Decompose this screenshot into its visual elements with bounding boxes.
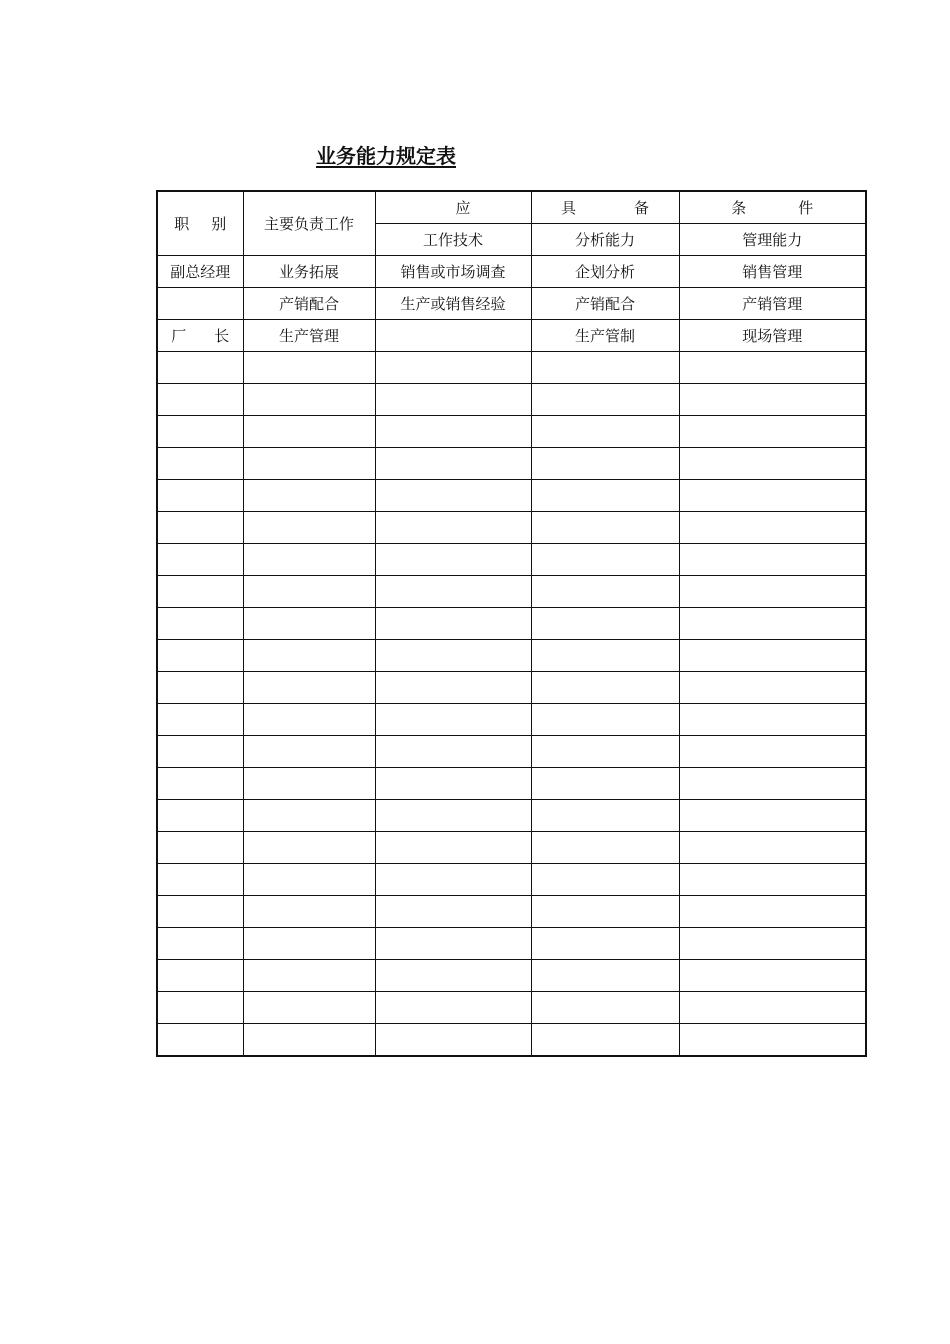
cell-duty-empty xyxy=(243,896,375,928)
cell-duty-empty xyxy=(243,928,375,960)
cell-duty: 业务拓展 xyxy=(243,256,375,288)
header-group-char-4: 条 xyxy=(731,199,747,217)
cell-position-empty xyxy=(157,992,243,1024)
cell-management-empty xyxy=(679,992,866,1024)
header-group-char-2: 具 xyxy=(561,199,577,217)
cell-management-empty xyxy=(679,544,866,576)
cell-analysis: 企划分析 xyxy=(531,256,679,288)
cell-duty-empty xyxy=(243,352,375,384)
cell-management-empty xyxy=(679,864,866,896)
cell-management-empty xyxy=(679,672,866,704)
cell-tech-empty xyxy=(375,832,531,864)
cell-duty: 生产管理 xyxy=(243,320,375,352)
table-row-empty xyxy=(157,992,866,1024)
cell-duty-empty xyxy=(243,416,375,448)
cell-management-empty xyxy=(679,608,866,640)
table-row-empty xyxy=(157,928,866,960)
table-row-empty xyxy=(157,384,866,416)
table-row-empty xyxy=(157,672,866,704)
cell-duty-empty xyxy=(243,672,375,704)
cell-management-empty xyxy=(679,1024,866,1057)
cell-analysis-empty xyxy=(531,544,679,576)
cell-position-empty xyxy=(157,608,243,640)
cell-position-empty xyxy=(157,736,243,768)
cell-duty-empty xyxy=(243,640,375,672)
cell-management-empty xyxy=(679,448,866,480)
cell-position-empty xyxy=(157,672,243,704)
table-row-empty xyxy=(157,736,866,768)
cell-position-empty xyxy=(157,960,243,992)
cell-position-empty xyxy=(157,416,243,448)
table-row xyxy=(157,256,866,288)
cell-tech-empty xyxy=(375,864,531,896)
cell-tech-empty xyxy=(375,768,531,800)
cell-tech: 销售或市场调查 xyxy=(375,256,531,288)
table-row-empty xyxy=(157,512,866,544)
cell-management-empty xyxy=(679,768,866,800)
cell-analysis-empty xyxy=(531,384,679,416)
cell-tech-empty xyxy=(375,512,531,544)
cell-duty-empty xyxy=(243,960,375,992)
header-tech: 工作技术 xyxy=(375,224,531,256)
cell-tech-empty xyxy=(375,640,531,672)
cell-tech-empty xyxy=(375,480,531,512)
cell-duty-empty xyxy=(243,768,375,800)
header-group-char-5: 件 xyxy=(798,199,814,217)
cell-analysis-empty xyxy=(531,672,679,704)
table-row-empty xyxy=(157,864,866,896)
cell-tech-empty xyxy=(375,384,531,416)
cell-analysis-empty xyxy=(531,768,679,800)
cell-tech-empty xyxy=(375,608,531,640)
cell-analysis-empty xyxy=(531,448,679,480)
table-row-empty xyxy=(157,896,866,928)
table-row-empty xyxy=(157,832,866,864)
cell-management-empty xyxy=(679,896,866,928)
cell-management-empty xyxy=(679,416,866,448)
cell-tech-empty xyxy=(375,992,531,1024)
table-row-empty xyxy=(157,800,866,832)
cell-position-empty xyxy=(157,768,243,800)
cell-analysis: 生产管制 xyxy=(531,320,679,352)
cell-analysis: 产销配合 xyxy=(531,288,679,320)
table-row-empty xyxy=(157,416,866,448)
cell-analysis-empty xyxy=(531,832,679,864)
cell-duty-empty xyxy=(243,864,375,896)
cell-duty: 产销配合 xyxy=(243,288,375,320)
table-row-empty xyxy=(157,352,866,384)
cell-analysis-empty xyxy=(531,480,679,512)
cell-analysis-empty xyxy=(531,416,679,448)
cell-duty-empty xyxy=(243,544,375,576)
header-management: 管理能力 xyxy=(679,224,866,256)
cell-tech-empty xyxy=(375,960,531,992)
cell-duty-empty xyxy=(243,576,375,608)
cell-tech: 生产或销售经验 xyxy=(375,288,531,320)
cell-position-empty xyxy=(157,544,243,576)
cell-analysis-empty xyxy=(531,992,679,1024)
cell-tech-empty xyxy=(375,352,531,384)
cell-tech-empty xyxy=(375,448,531,480)
cell-position-empty xyxy=(157,832,243,864)
cell-tech-empty xyxy=(375,672,531,704)
cell-analysis-empty xyxy=(531,960,679,992)
cell-position-empty xyxy=(157,480,243,512)
cell-position-empty xyxy=(157,864,243,896)
cell-duty-empty xyxy=(243,704,375,736)
cell-analysis-empty xyxy=(531,576,679,608)
business-ability-table xyxy=(156,190,867,1057)
cell-tech-empty xyxy=(375,544,531,576)
cell-duty-empty xyxy=(243,512,375,544)
cell-position xyxy=(157,288,243,320)
cell-management: 产销管理 xyxy=(679,288,866,320)
cell-tech-empty xyxy=(375,896,531,928)
cell-position-empty xyxy=(157,512,243,544)
header-analysis: 分析能力 xyxy=(531,224,679,256)
cell-management-empty xyxy=(679,384,866,416)
header-position-char-1: 职 xyxy=(174,215,190,233)
cell-analysis-empty xyxy=(531,512,679,544)
table-row-empty xyxy=(157,704,866,736)
cell-position-empty xyxy=(157,800,243,832)
table-row-empty xyxy=(157,768,866,800)
cell-duty-empty xyxy=(243,992,375,1024)
cell-tech-empty xyxy=(375,576,531,608)
cell-position-char-2: 长 xyxy=(214,327,230,345)
cell-tech-empty xyxy=(375,1024,531,1057)
table-row-empty xyxy=(157,448,866,480)
cell-position-empty xyxy=(157,704,243,736)
table-row-empty xyxy=(157,960,866,992)
cell-duty-empty xyxy=(243,480,375,512)
table-row-empty xyxy=(157,640,866,672)
header-position xyxy=(157,191,243,256)
cell-management-empty xyxy=(679,576,866,608)
page-title: 业务能力规定表 xyxy=(316,144,456,168)
cell-tech-empty xyxy=(375,928,531,960)
cell-position-empty xyxy=(157,1024,243,1057)
header-group-jubei xyxy=(531,191,679,224)
cell-management-empty xyxy=(679,352,866,384)
cell-position-empty xyxy=(157,576,243,608)
cell-management: 现场管理 xyxy=(679,320,866,352)
cell-duty-empty xyxy=(243,800,375,832)
header-row-1 xyxy=(157,191,866,224)
cell-duty-empty xyxy=(243,736,375,768)
cell-analysis-empty xyxy=(531,800,679,832)
cell-tech xyxy=(375,320,531,352)
cell-position-empty xyxy=(157,640,243,672)
cell-tech-empty xyxy=(375,736,531,768)
cell-analysis-empty xyxy=(531,352,679,384)
table-row-empty xyxy=(157,1024,866,1057)
cell-analysis-empty xyxy=(531,608,679,640)
cell-tech-empty xyxy=(375,800,531,832)
header-group-char-3: 备 xyxy=(633,199,649,217)
table-row xyxy=(157,288,866,320)
header-group-tiaojian xyxy=(679,191,866,224)
table-row-empty xyxy=(157,576,866,608)
cell-analysis-empty xyxy=(531,704,679,736)
cell-position-char-1: 厂 xyxy=(171,327,187,345)
cell-analysis-empty xyxy=(531,736,679,768)
cell-position-empty xyxy=(157,448,243,480)
cell-tech-empty xyxy=(375,416,531,448)
cell-duty-empty xyxy=(243,832,375,864)
header-group-char-1: 应 xyxy=(455,199,471,217)
header-main-duty: 主要负责工作 xyxy=(243,191,375,256)
cell-analysis-empty xyxy=(531,928,679,960)
header-group-ying xyxy=(375,191,531,224)
cell-analysis-empty xyxy=(531,864,679,896)
cell-management-empty xyxy=(679,512,866,544)
cell-position: 副总经理 xyxy=(157,256,243,288)
cell-position xyxy=(157,320,243,352)
cell-management-empty xyxy=(679,960,866,992)
cell-analysis-empty xyxy=(531,1024,679,1057)
cell-duty-empty xyxy=(243,448,375,480)
cell-position-empty xyxy=(157,352,243,384)
cell-management-empty xyxy=(679,832,866,864)
cell-management: 销售管理 xyxy=(679,256,866,288)
table-row-empty xyxy=(157,544,866,576)
cell-position-empty xyxy=(157,384,243,416)
cell-position-empty xyxy=(157,928,243,960)
cell-duty-empty xyxy=(243,1024,375,1057)
cell-analysis-empty xyxy=(531,640,679,672)
cell-management-empty xyxy=(679,928,866,960)
cell-duty-empty xyxy=(243,384,375,416)
cell-management-empty xyxy=(679,800,866,832)
table-row-empty xyxy=(157,608,866,640)
cell-analysis-empty xyxy=(531,896,679,928)
cell-management-empty xyxy=(679,736,866,768)
cell-position-empty xyxy=(157,896,243,928)
cell-management-empty xyxy=(679,704,866,736)
header-position-char-2: 别 xyxy=(211,215,227,233)
cell-duty-empty xyxy=(243,608,375,640)
cell-tech-empty xyxy=(375,704,531,736)
cell-management-empty xyxy=(679,480,866,512)
cell-management-empty xyxy=(679,640,866,672)
table-row xyxy=(157,320,866,352)
table-row-empty xyxy=(157,480,866,512)
